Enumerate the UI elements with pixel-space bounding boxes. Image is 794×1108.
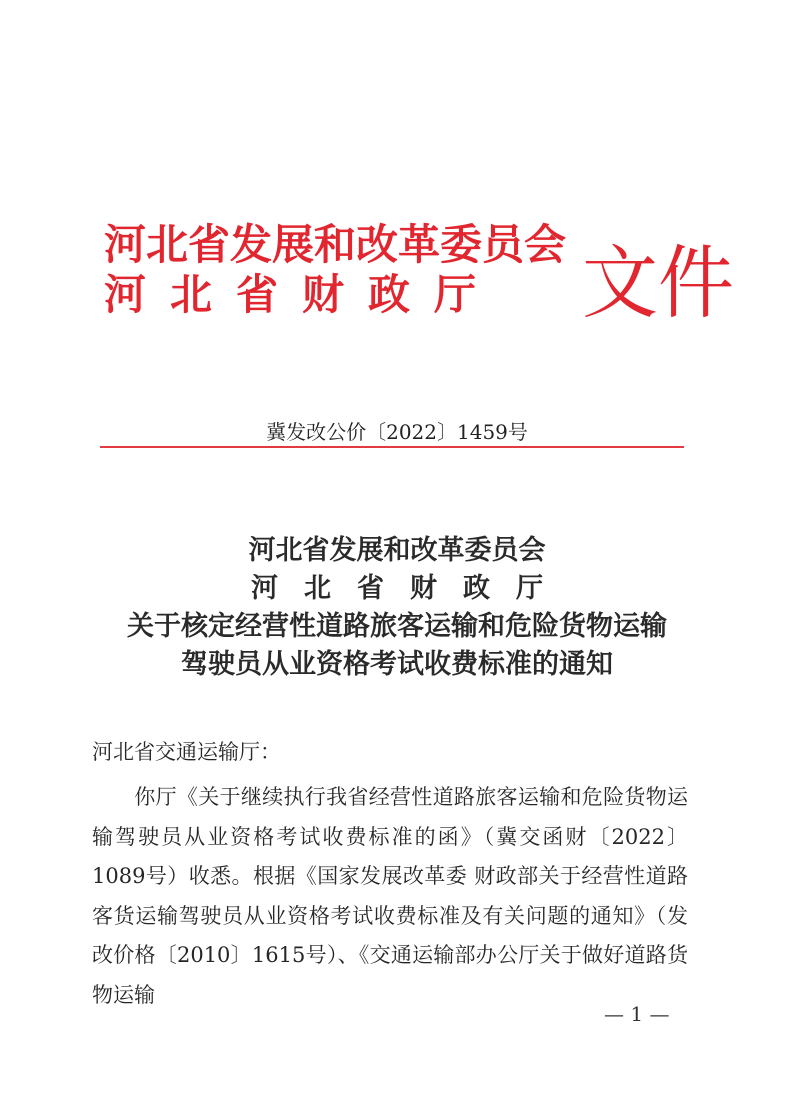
title-line-3: 关于核定经营性道路旅客运输和危险货物运输 bbox=[127, 611, 667, 642]
document-number: 冀发改公价〔2022〕1459号 bbox=[266, 420, 528, 444]
body-paragraph bbox=[92, 778, 688, 1015]
header-org-line-2: 河北省财政厅 bbox=[104, 270, 501, 319]
title-line-1: 河北省发展和改革委员会 bbox=[248, 535, 546, 566]
title-line-2: 河北省财政厅 bbox=[251, 573, 569, 604]
title-line-4: 驾驶员从业资格考试收费标准的通知 bbox=[181, 649, 613, 680]
red-divider-line bbox=[100, 446, 684, 448]
header-org-line-1: 河北省发展和改革委员会 bbox=[104, 220, 567, 269]
document-title bbox=[60, 532, 734, 684]
page-number: — 1 — bbox=[604, 1002, 670, 1026]
header-doc-mark: 文件 bbox=[582, 236, 734, 330]
red-header bbox=[104, 212, 734, 330]
salutation: 河北省交通运输厅： bbox=[92, 740, 281, 764]
body-paragraph-text: 你厅《关于继续执行我省经营性道路旅客运输和危险货物运输驾驶员从业资格考试收费标准的函》（冀交函财〔2022〕1089号）收悉。根据《国家发展改革委 财政部关于经营性道路客货运输驾驶员从业资格考试收费标准及有关问题的通知》（发改价格〔2010〕1615号）、《交通运输部办公厅关于做好道路货物运输 bbox=[92, 785, 688, 1007]
